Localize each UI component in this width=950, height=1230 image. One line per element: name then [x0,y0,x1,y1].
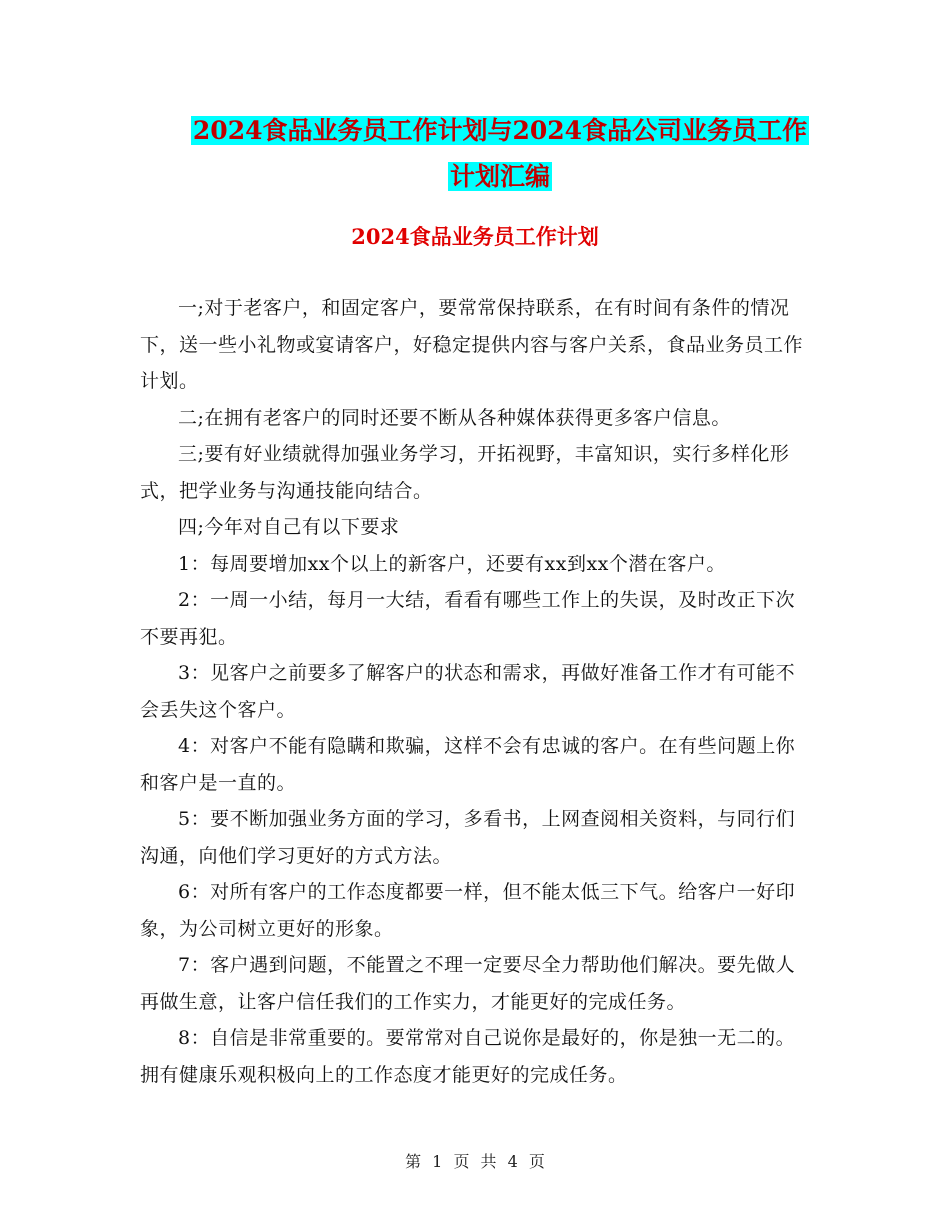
paragraph: 1：每周要增加xx个以上的新客户，还要有xx到xx个潜在客户。 [178,552,726,575]
paragraph: 4：对客户不能有隐瞒和欺骗，这样不会有忠诚的客户。在有些问题上你和客户是一直的。 [140,735,796,794]
paragraph: 5：要不断加强业务方面的学习，多看书，上网查阅相关资料，与同行们沟通，向他们学习更好的方式方法。 [140,808,796,867]
paragraph: 一;对于老客户，和固定客户，要常常保持联系，在有时间有条件的情况下，送一些小礼物或宴请客户，好稳定提供内容与客户关系，食品业务员工作计划。 [140,297,804,392]
section-title: 2024食品业务员工作计划 [351,224,599,249]
paragraph: 6：对所有客户的工作态度都要一样，但不能太低三下气。给客户一好印象，为公司树立更好的形象。 [140,881,796,940]
paragraph: 二;在拥有老客户的同时还要不断从各种媒体获得更多客户信息。 [178,406,731,429]
document-title-line-1: 2024食品业务员工作计划与2024食品公司业务员工作 [192,116,808,145]
document-title-line-2: 计划汇编 [449,162,550,191]
paragraph: 2：一周一小结，每月一大结，看看有哪些工作上的失误，及时改正下次不要再犯。 [140,589,796,648]
paragraph: 3：见客户之前要多了解客户的状态和需求，再做好准备工作才有可能不会丢失这个客户。 [140,662,796,721]
document-body [140,290,812,1093]
document-title [180,108,820,200]
paragraph: 7：客户遇到问题，不能置之不理一定要尽全力帮助他们解决。要先做人再做生意，让客户信任我们的工作实力，才能更好的完成任务。 [140,954,796,1013]
paragraph: 四;今年对自己有以下要求 [178,516,400,538]
paragraph: 三;要有好业绩就得加强业务学习，开拓视野，丰富知识，实行多样化形式，把学业务与沟通技能向结合。 [140,443,790,502]
paragraph: 8：自信是非常重要的。要常常对自己说你是最好的，你是独一无二的。拥有健康乐观积极向上的工作态度才能更好的完成任务。 [140,1027,796,1086]
page-footer: 第 1 页 共 4 页 [405,1152,545,1171]
